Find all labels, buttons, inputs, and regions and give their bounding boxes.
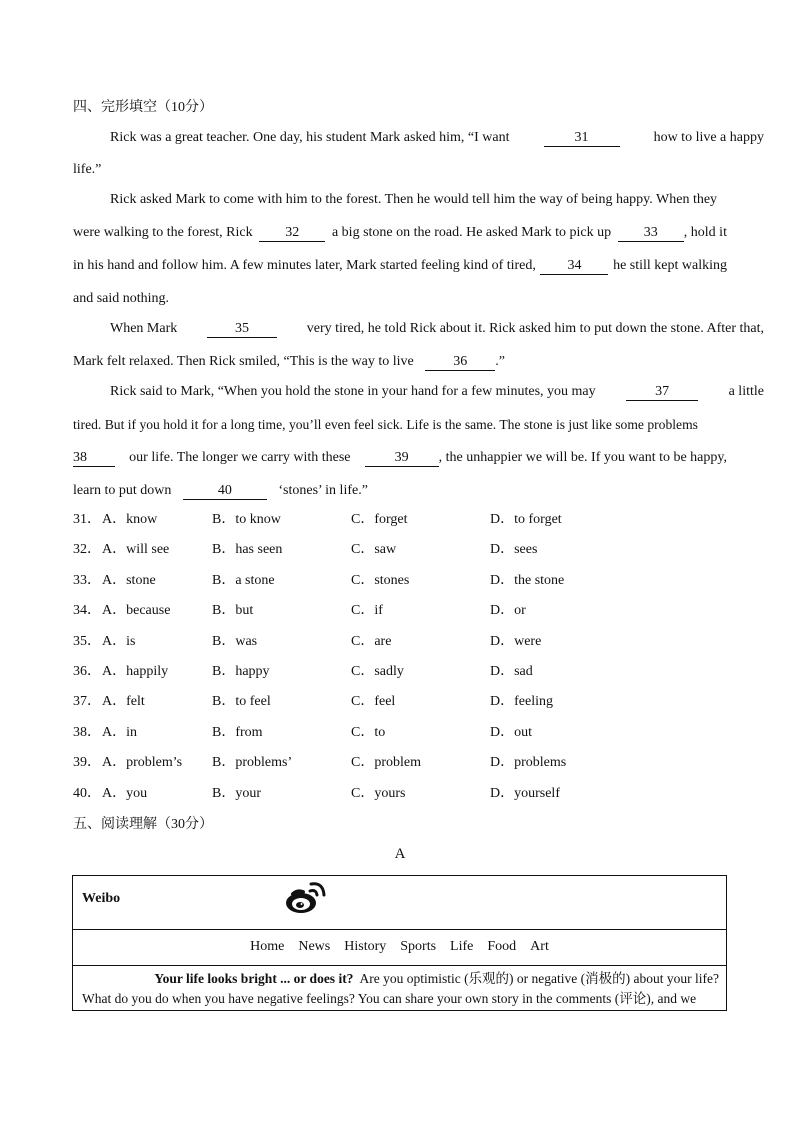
passage-text: our life. The longer we carry with these — [129, 450, 351, 465]
option-c[interactable]: C．saw — [351, 542, 397, 557]
question-row — [73, 510, 727, 530]
nav-food[interactable]: Food — [487, 939, 517, 954]
option-a[interactable]: A．problem’s — [102, 755, 183, 770]
passage-line — [73, 352, 727, 372]
question-number: 36． — [73, 664, 101, 679]
nav-sports[interactable]: Sports — [400, 939, 437, 954]
passage-line — [73, 319, 764, 339]
question-number: 32． — [73, 542, 101, 557]
blank-36: 36 — [425, 354, 495, 371]
passage-line — [73, 223, 727, 243]
question-number: 37． — [73, 694, 101, 709]
passage-line — [73, 190, 764, 210]
passage-text: ‘stones’ in life.” — [278, 483, 368, 498]
question-number: 39． — [73, 755, 101, 770]
option-d[interactable]: D．feeling — [490, 694, 553, 709]
passage-text: Rick said to Mark, “When you hold the stone in your hand for a few minutes, you may — [110, 384, 596, 399]
question-row — [73, 723, 727, 743]
blank-39: 39 — [365, 450, 439, 467]
passage-line — [73, 415, 727, 435]
option-d[interactable]: D．problems — [490, 755, 567, 770]
passage-line — [73, 128, 764, 148]
weibo-text-rest: Are you optimistic (乐观的) or negative (消极的) about your life? — [359, 971, 719, 986]
passage-text: When Mark — [110, 321, 178, 336]
passage-text: a big stone on the road. He asked Mark to pick up — [331, 225, 612, 240]
option-a[interactable]: A．stone — [102, 573, 156, 588]
passage-text: .” — [495, 354, 505, 369]
question-row — [73, 571, 727, 591]
option-a[interactable]: A．you — [102, 786, 148, 801]
passage-line — [73, 481, 727, 501]
nav-home[interactable]: Home — [250, 939, 285, 954]
weibo-name: Weibo — [82, 891, 121, 906]
option-c[interactable]: C．yours — [351, 786, 406, 801]
blank-38: 38 — [73, 450, 115, 467]
option-b[interactable]: B．to feel — [212, 694, 271, 709]
passage-text: , hold it — [683, 225, 727, 240]
passage-text: learn to put down — [73, 483, 172, 498]
option-c[interactable]: C．to — [351, 725, 386, 740]
option-d[interactable]: D．were — [490, 634, 542, 649]
nav-life[interactable]: Life — [450, 939, 474, 954]
question-number: 35． — [73, 634, 101, 649]
blank-32: 32 — [259, 225, 325, 242]
question-row — [73, 632, 727, 652]
question-row — [73, 601, 727, 621]
option-d[interactable]: D．sad — [490, 664, 533, 679]
blank-40: 40 — [183, 483, 267, 500]
blank-37: 37 — [626, 384, 698, 401]
question-number: 31． — [73, 512, 101, 527]
section4-heading: 四、完形填空（10分） — [73, 100, 213, 115]
option-b[interactable]: B．but — [212, 603, 254, 618]
option-b[interactable]: B．happy — [212, 664, 270, 679]
passage-text: very tired, he told Rick about it. Rick asked him to put down the stone. After that, — [306, 321, 764, 336]
option-a[interactable]: A．know — [102, 512, 158, 527]
option-b[interactable]: B．to know — [212, 512, 281, 527]
option-a[interactable]: A．is — [102, 634, 136, 649]
blank-34: 34 — [540, 258, 608, 275]
option-b[interactable]: B．has seen — [212, 542, 283, 557]
option-a[interactable]: A．in — [102, 725, 137, 740]
blank-31: 31 — [544, 130, 620, 147]
option-a[interactable]: A．will see — [102, 542, 170, 557]
option-a[interactable]: A．felt — [102, 694, 145, 709]
option-c[interactable]: C．forget — [351, 512, 408, 527]
passage-line — [73, 382, 764, 402]
question-number: 38． — [73, 725, 101, 740]
weibo-header — [73, 876, 726, 930]
passage-line: and said nothing. — [73, 291, 170, 306]
option-d[interactable]: D．sees — [490, 542, 538, 557]
question-row — [73, 540, 727, 560]
weibo-post-text — [82, 969, 719, 1009]
question-number: 40． — [73, 786, 101, 801]
nav-news[interactable]: News — [298, 939, 331, 954]
option-d[interactable]: D．to forget — [490, 512, 562, 527]
passage-text: in his hand and follow him. A few minutes later, Mark started feeling kind of tired, — [73, 258, 536, 273]
weibo-logo-icon — [283, 880, 327, 916]
nav-history[interactable]: History — [344, 939, 387, 954]
option-b[interactable]: B．problems’ — [212, 755, 293, 770]
weibo-panel — [72, 875, 727, 1011]
option-d[interactable]: D．the stone — [490, 573, 565, 588]
passage-text: Mark felt relaxed. Then Rick smiled, “This is the way to live — [73, 354, 414, 369]
passage-text: a little — [728, 384, 764, 399]
blank-33: 33 — [618, 225, 684, 242]
option-c[interactable]: C．feel — [351, 694, 396, 709]
option-d[interactable]: D．out — [490, 725, 532, 740]
question-number: 34． — [73, 603, 101, 618]
blank-35: 35 — [207, 321, 277, 338]
weibo-text-line: What do you do when you have negative feelings? You can share your own story in the comments (评论), and we — [82, 991, 697, 1006]
passage-text: Rick was a great teacher. One day, his student Mark asked him, “I want — [110, 130, 510, 145]
passage-line — [73, 256, 727, 276]
option-c[interactable]: C．are — [351, 634, 392, 649]
option-b[interactable]: B．from — [212, 725, 263, 740]
option-a[interactable]: A．because — [102, 603, 171, 618]
option-d[interactable]: D．yourself — [490, 786, 560, 801]
section5-heading: 五、阅读理解（30分） — [73, 817, 213, 832]
question-number: 33． — [73, 573, 101, 588]
option-b[interactable]: B．a stone — [212, 573, 275, 588]
passage-text: tired. But if you hold it for a long time, you’ll even feel sick. Life is the same. The stone is just like some problems — [73, 417, 698, 432]
passage-text: Rick asked Mark to come with him to the forest. Then he would tell him the way of being happy. When they — [110, 192, 718, 207]
passage-text: were walking to the forest, Rick — [73, 225, 253, 240]
question-row — [73, 662, 727, 682]
option-d[interactable]: D．or — [490, 603, 526, 618]
option-b[interactable]: B．was — [212, 634, 258, 649]
weibo-nav — [73, 929, 726, 966]
option-c[interactable]: C．stones — [351, 573, 410, 588]
option-b[interactable]: B．your — [212, 786, 261, 801]
passage-text: how to live a happy — [653, 130, 764, 145]
passage-text: he still kept walking — [613, 258, 727, 273]
option-c[interactable]: C．problem — [351, 755, 421, 770]
option-c[interactable]: C．sadly — [351, 664, 404, 679]
weibo-text-bold: Your life looks bright ... or does it? — [154, 971, 354, 986]
nav-art[interactable]: Art — [530, 939, 549, 954]
question-row — [73, 753, 727, 773]
option-a[interactable]: A．happily — [102, 664, 169, 679]
passage-line: life.” — [73, 162, 102, 177]
weibo-text-line — [82, 969, 719, 989]
question-row — [73, 692, 727, 712]
option-c[interactable]: C．if — [351, 603, 383, 618]
passage-line — [73, 448, 727, 468]
passage-letter: A — [394, 846, 406, 862]
question-row — [73, 784, 727, 804]
passage-text: , the unhappier we will be. If you want to be happy, — [438, 450, 727, 465]
